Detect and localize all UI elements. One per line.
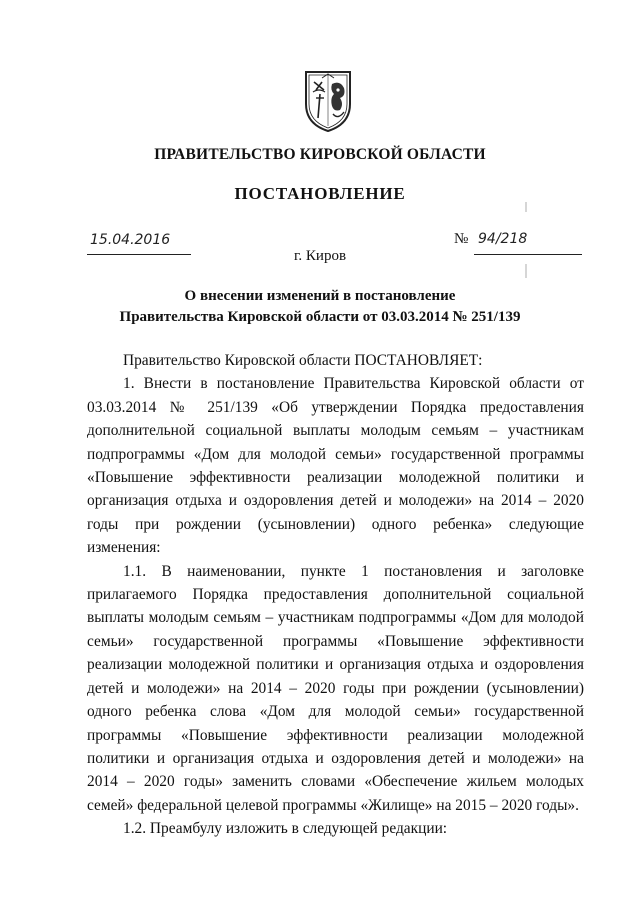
number-label: №	[454, 231, 469, 247]
paragraph-1-2: 1.2. Преамбулу изложить в следующей редакции:	[123, 820, 448, 838]
subject-line-2: Правительства Кировской области от 03.03.2014 № 251/139	[119, 309, 521, 325]
document-body	[87, 349, 584, 841]
kirov-region-coat-of-arms-icon	[300, 68, 356, 134]
document-type: ПОСТАНОВЛЕНИЕ	[234, 184, 406, 203]
document-number: 94/218	[478, 231, 528, 247]
paragraph-1-1: 1.1. В наименовании, пункте 1 постановления и заголовке прилагаемого Порядка предоставления дополнительной социальной выплаты молодым семьям – участникам подпрограммы «Дом для молодой семьи» государственной программы «Повышение эффективности реализации молодежной политики и организация отдыха и оздоровления детей и молодежи» на 2014 – 2020 годы при рождении (усыновлении) одного ребенка слова «Дом для молодой семьи» государственной программы «Повышение эффективности реализации молодежной политики и организация отдыха и оздоровления детей и молодежи» на 2014 – 2020 годы» заменить словами «Обеспечение жильем молодых семей» федеральной целевой программы «Жилище» на 2015 – 2020 годы».	[87, 562, 584, 814]
document-subject	[0, 286, 640, 328]
paragraph-1: 1. Внести в постановление Правительства Кировской области от 03.03.2014 № 251/139 «Об утверждении Порядка предоставления дополнительной социальной выплаты молодым семьям – участникам подпрограммы «Дом для молодой семьи» государственной программы «Повышение эффективности реализации молодежной политики и организация отдыха и оздоровления детей и молодежи» на 2014 – 2020 годы при рождении (усыновлении) одного ребенка» следующие изменения:	[87, 375, 584, 557]
organization-name: ПРАВИТЕЛЬСТВО КИРОВСКОЙ ОБЛАСТИ	[154, 146, 486, 163]
subject-line-1: О внесении изменений в постановление	[184, 288, 456, 304]
intro-paragraph: Правительство Кировской области ПОСТАНОВЛЯЕТ:	[123, 352, 483, 369]
scan-mark	[524, 200, 530, 280]
city: г. Киров	[293, 248, 347, 264]
document-date: 15.04.2016	[90, 232, 171, 248]
